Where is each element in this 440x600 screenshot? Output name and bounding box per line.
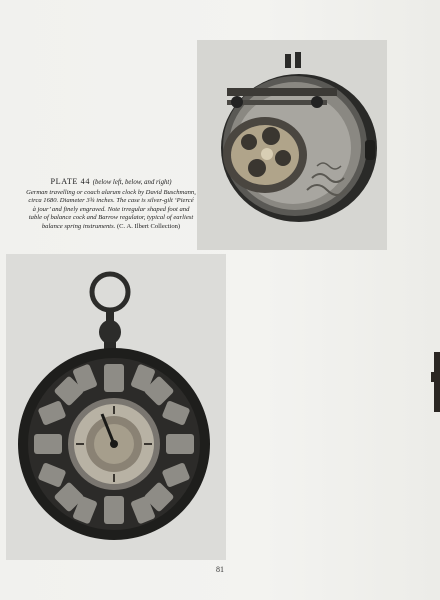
caption-credit: (C. A. Ilbert Collection): [116, 222, 181, 230]
scan-edge-mark: [431, 352, 440, 412]
plate-title: PLATE 44: [50, 177, 91, 186]
plate-note: (below left, below, and right): [92, 179, 172, 186]
page-number: 81: [216, 565, 224, 574]
plate-heading: [26, 178, 196, 188]
caption-description: German travelling or coach alarum clock by David Buschmann, circa 1680. Diameter 3¾ inches. The case is silver-gilt ‘Piercé à jour’ and finely engraved. Note irregular shaped foot and table of balance cock and Barrow regulator, typical of earliest balance spring instruments.: [26, 188, 196, 230]
clock-movement-illustration: [197, 40, 387, 250]
clock-dial-photo: [6, 254, 226, 560]
caption-text: [26, 189, 196, 232]
plate-caption: [26, 178, 196, 232]
clock-movement-photo: [197, 40, 387, 250]
clock-dial-illustration: [6, 254, 226, 560]
